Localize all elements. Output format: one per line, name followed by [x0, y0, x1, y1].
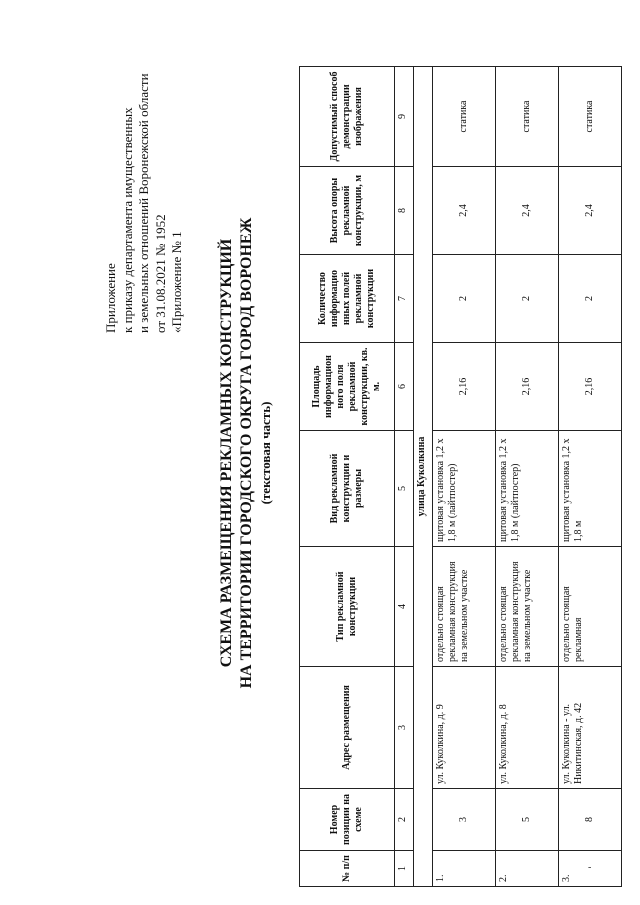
cell-area: 2,16 [559, 343, 622, 431]
table-row [496, 67, 559, 887]
column-number: 6 [395, 343, 414, 431]
cell-kind: щитовая установка 1,2 х 1,8 м [559, 431, 622, 547]
placement-table [299, 66, 622, 887]
cell-position: 3 [433, 789, 496, 851]
title-line-2: НА ТЕРРИТОРИИ ГОРОДСКОГО ОКРУГА ГОРОД ВОРОНЕЖ [238, 217, 255, 689]
header-cell: Номер позиции на схеме [300, 789, 395, 851]
cell-address: ул. Куколкина, д. 9 [433, 667, 496, 789]
column-number: 7 [395, 255, 414, 343]
street-heading-row [414, 67, 433, 887]
cell-position: 5 [496, 789, 559, 851]
cell-address: ул. Куколкина - ул. Никитинская, д. 42 [559, 667, 622, 789]
cell-kind: щитовая установка 1,2 х 1,8 м (лайтпостер) [496, 431, 559, 547]
header-cell: Количество информацио нных полей рекламной конструкции [300, 255, 395, 343]
cell-height: 2,4 [433, 167, 496, 255]
cell-fields: 2 [433, 255, 496, 343]
appendix-line: от 31.08.2021 № 1952 [152, 214, 168, 333]
column-number: 1 [395, 851, 414, 887]
cell-display: статика [433, 67, 496, 167]
cell-height: 2,4 [496, 167, 559, 255]
appendix-line: «Приложение № 1 [169, 231, 184, 333]
header-row [300, 67, 395, 887]
cell-display: статика [496, 67, 559, 167]
street-heading: улица Куколкина [414, 67, 433, 887]
column-number: 3 [395, 667, 414, 789]
appendix-line: и земельных отношений Воронежской области [136, 73, 151, 333]
column-number-row [395, 67, 414, 887]
header-cell: Тип рекламной конструкции [300, 547, 395, 667]
cell-fields: 2 [559, 255, 622, 343]
cell-index: 1. [433, 851, 496, 887]
document-title [217, 13, 275, 893]
header-cell: Высота опоры рекламной конструкции, м [300, 167, 395, 255]
column-number: 2 [395, 789, 414, 851]
header-cell: Вид рекламной конструкции и размеры [300, 431, 395, 547]
column-number: 9 [395, 67, 414, 167]
header-cell: № п/п [300, 851, 395, 887]
scan-mark: - [588, 862, 592, 873]
appendix-line: Приложение [103, 263, 118, 333]
cell-area: 2,16 [496, 343, 559, 431]
cell-type: отдельно стоящая рекламная конструкция на земельном участке [433, 547, 496, 667]
cell-kind: щитовая установка 1,2 х 1,8 м (лайтпостер) [433, 431, 496, 547]
cell-position: 8 [559, 789, 622, 851]
cell-type: отдельно стоящая рекламная [559, 547, 622, 667]
column-number: 5 [395, 431, 414, 547]
cell-display: статика [559, 67, 622, 167]
title-line-1: СХЕМА РАЗМЕЩЕНИЯ РЕКЛАМНЫХ КОНСТРУКЦИЙ [218, 238, 235, 668]
cell-index: 2. [496, 851, 559, 887]
header-cell: Адрес размещения [300, 667, 395, 789]
appendix-line: к приказу департамента имущественных [119, 107, 135, 333]
header-cell: Допустимый способ демонстрации изображения [300, 67, 395, 167]
column-number: 8 [395, 167, 414, 255]
cell-type: отдельно стоящая рекламная конструкция на земельном участке [496, 547, 559, 667]
cell-fields: 2 [496, 255, 559, 343]
column-number: 4 [395, 547, 414, 667]
rotated-page [5, 13, 625, 893]
table-row [433, 67, 496, 887]
cell-index: 3. [559, 851, 622, 887]
appendix-block [103, 33, 186, 333]
title-line-3: (текстовая часть) [258, 401, 273, 505]
table-row [559, 67, 622, 887]
cell-area: 2,16 [433, 343, 496, 431]
cell-address: ул. Куколкина, д. 8 [496, 667, 559, 789]
cell-height: 2,4 [559, 167, 622, 255]
header-cell: Площадь информацион ного поля рекламной конструкции, кв. м. [300, 343, 395, 431]
